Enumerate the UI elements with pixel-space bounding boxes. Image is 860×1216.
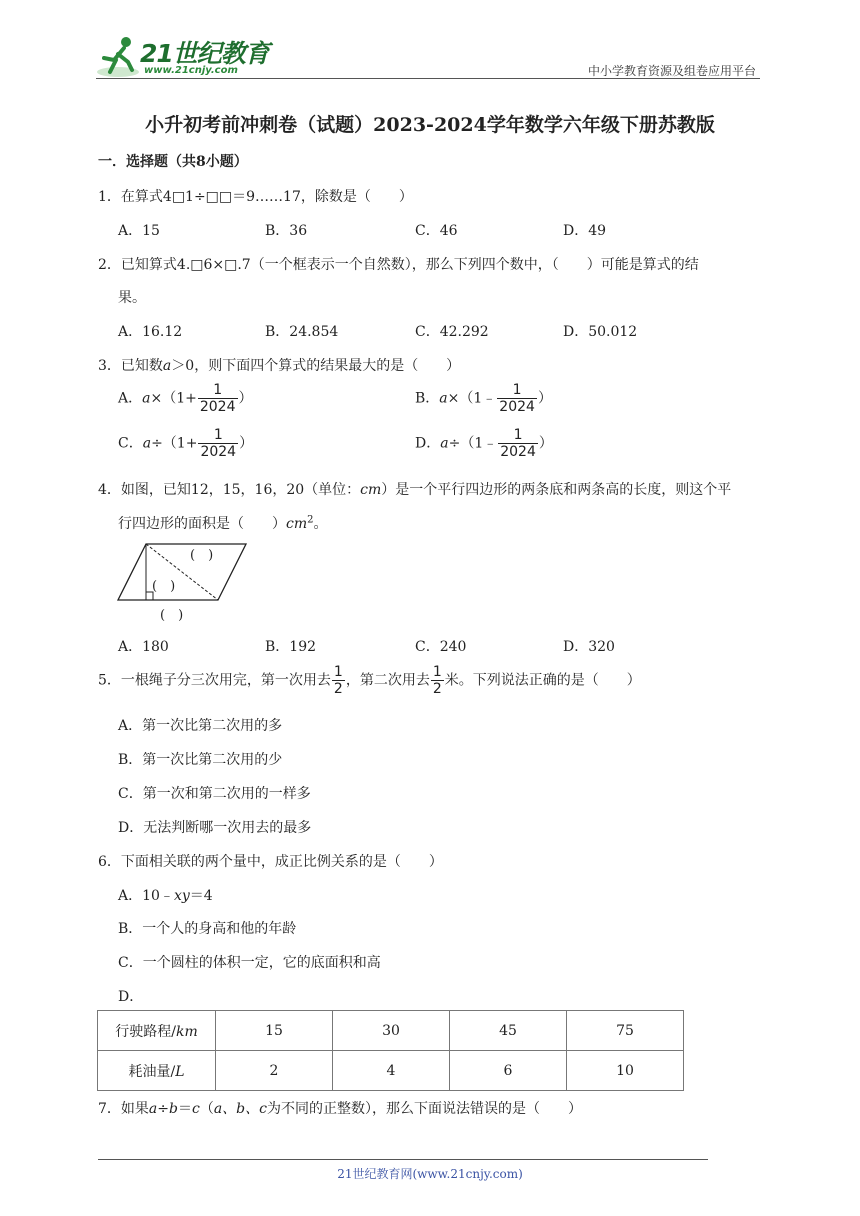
page-title: 小升初考前冲刺卷（试题）2023-2024学年数学六年级下册苏教版: [145, 114, 715, 136]
q4-option-a[interactable]: A．180: [118, 639, 169, 655]
footer-link[interactable]: 21世纪教育网(www.21cnjy.com): [337, 1167, 523, 1181]
q4-option-d[interactable]: D．320: [563, 639, 615, 655]
site-logo: [96, 34, 269, 80]
table-cell: 45: [450, 1011, 567, 1051]
question-1: 1．在算式4□1÷□□＝9……17，除数是（ ）: [98, 189, 413, 205]
q4-option-c[interactable]: C．240: [415, 639, 467, 655]
table-header-cell: 行驶路程/km: [98, 1011, 216, 1051]
q1-option-c[interactable]: C．46: [415, 223, 458, 239]
question-3: 3．已知数a＞0，则下面四个算式的结果最大的是（ ）: [98, 358, 461, 374]
q1-option-a[interactable]: A．15: [118, 223, 160, 239]
q5-option-c[interactable]: C．第一次和第二次用的一样多: [118, 786, 311, 802]
q5-option-a[interactable]: A．第一次比第二次用的多: [118, 718, 283, 734]
question-4-cont: 行四边形的面积是（ ）$cm^2$。: [118, 514, 328, 532]
table-cell: 15: [216, 1011, 333, 1051]
q2-option-a[interactable]: A．16.12: [118, 324, 183, 340]
q3-option-c[interactable]: C．a÷（1+ $\frac{1}{2024}$ ）: [118, 427, 254, 460]
q1-option-b[interactable]: B．36: [265, 223, 308, 239]
table-cell: 2: [216, 1051, 333, 1091]
table-row: [98, 1051, 684, 1091]
logo-url: www.21cnjy.com: [144, 65, 238, 76]
table-cell: 10: [567, 1051, 684, 1091]
question-4: 4．如图，已知12，15，16，20（单位：cm）是一个平行四边形的两条底和两条高的长度，则这个平: [98, 482, 732, 498]
question-6: 6．下面相关联的两个量中，成正比例关系的是（ ）: [98, 854, 443, 870]
logo-text: 21世纪教育: [140, 39, 269, 68]
q2-option-d[interactable]: D．50.012: [563, 324, 638, 340]
q6-option-d[interactable]: D．: [118, 989, 144, 1005]
question-5: 5．一根绳子分三次用完，第一次用去 $\frac{1}{2}$ ，第二次用去 $\frac{1}{2}$ 米。下列说法正确的是（ ）: [98, 664, 641, 697]
q3-option-d[interactable]: D．a÷（1﹣ $\frac{1}{2024}$ ）: [415, 427, 553, 460]
platform-name: 中小学教育资源及组卷应用平台: [587, 64, 756, 78]
section-heading: 一．选择题（共8小题）: [98, 154, 248, 170]
q5-option-d[interactable]: D．无法判断哪一次用去的最多: [118, 820, 312, 836]
question-2-cont: 果。: [118, 290, 146, 306]
q4-option-b[interactable]: B．192: [265, 639, 317, 655]
table-row: [98, 1011, 684, 1051]
q6-option-a[interactable]: A．10﹣xy＝4: [118, 888, 213, 904]
runner-logo-icon: [96, 34, 140, 80]
q3-option-b[interactable]: B．a×（1﹣ $\frac{1}{2024}$ ）: [415, 382, 552, 415]
question-2: 2．已知算式4.□6×□.7（一个框表示一个自然数），那么下列四个数中，（ ）可能是算式的结: [98, 257, 699, 273]
table-cell: 75: [567, 1011, 684, 1051]
q5-option-b[interactable]: B．第一次比第二次用的少: [118, 752, 283, 768]
q2-option-c[interactable]: C．42.292: [415, 324, 489, 340]
q3-option-a[interactable]: A．a×（1+ $\frac{1}{2024}$ ）: [118, 382, 253, 415]
table-header-cell: 耗油量/L: [98, 1051, 216, 1091]
q6-option-c[interactable]: C．一个圆柱的体积一定，它的底面积和高: [118, 955, 381, 971]
q6-data-table: [97, 1010, 684, 1091]
q1-option-d[interactable]: D．49: [563, 223, 607, 239]
fig-label-bottom: ( ): [160, 608, 184, 623]
footer-divider: [98, 1159, 708, 1160]
fig-label-top: ( ): [190, 548, 214, 563]
q2-option-b[interactable]: B．24.854: [265, 324, 339, 340]
header-divider: [96, 78, 760, 79]
table-cell: 30: [333, 1011, 450, 1051]
q6-option-b[interactable]: B．一个人的身高和他的年龄: [118, 921, 297, 937]
table-cell: 4: [333, 1051, 450, 1091]
table-cell: 6: [450, 1051, 567, 1091]
question-7: 7．如果a÷b＝c（a、b、c为不同的正整数），那么下面说法错误的是（ ）: [98, 1101, 582, 1117]
fig-label-middle: ( ): [152, 579, 176, 594]
